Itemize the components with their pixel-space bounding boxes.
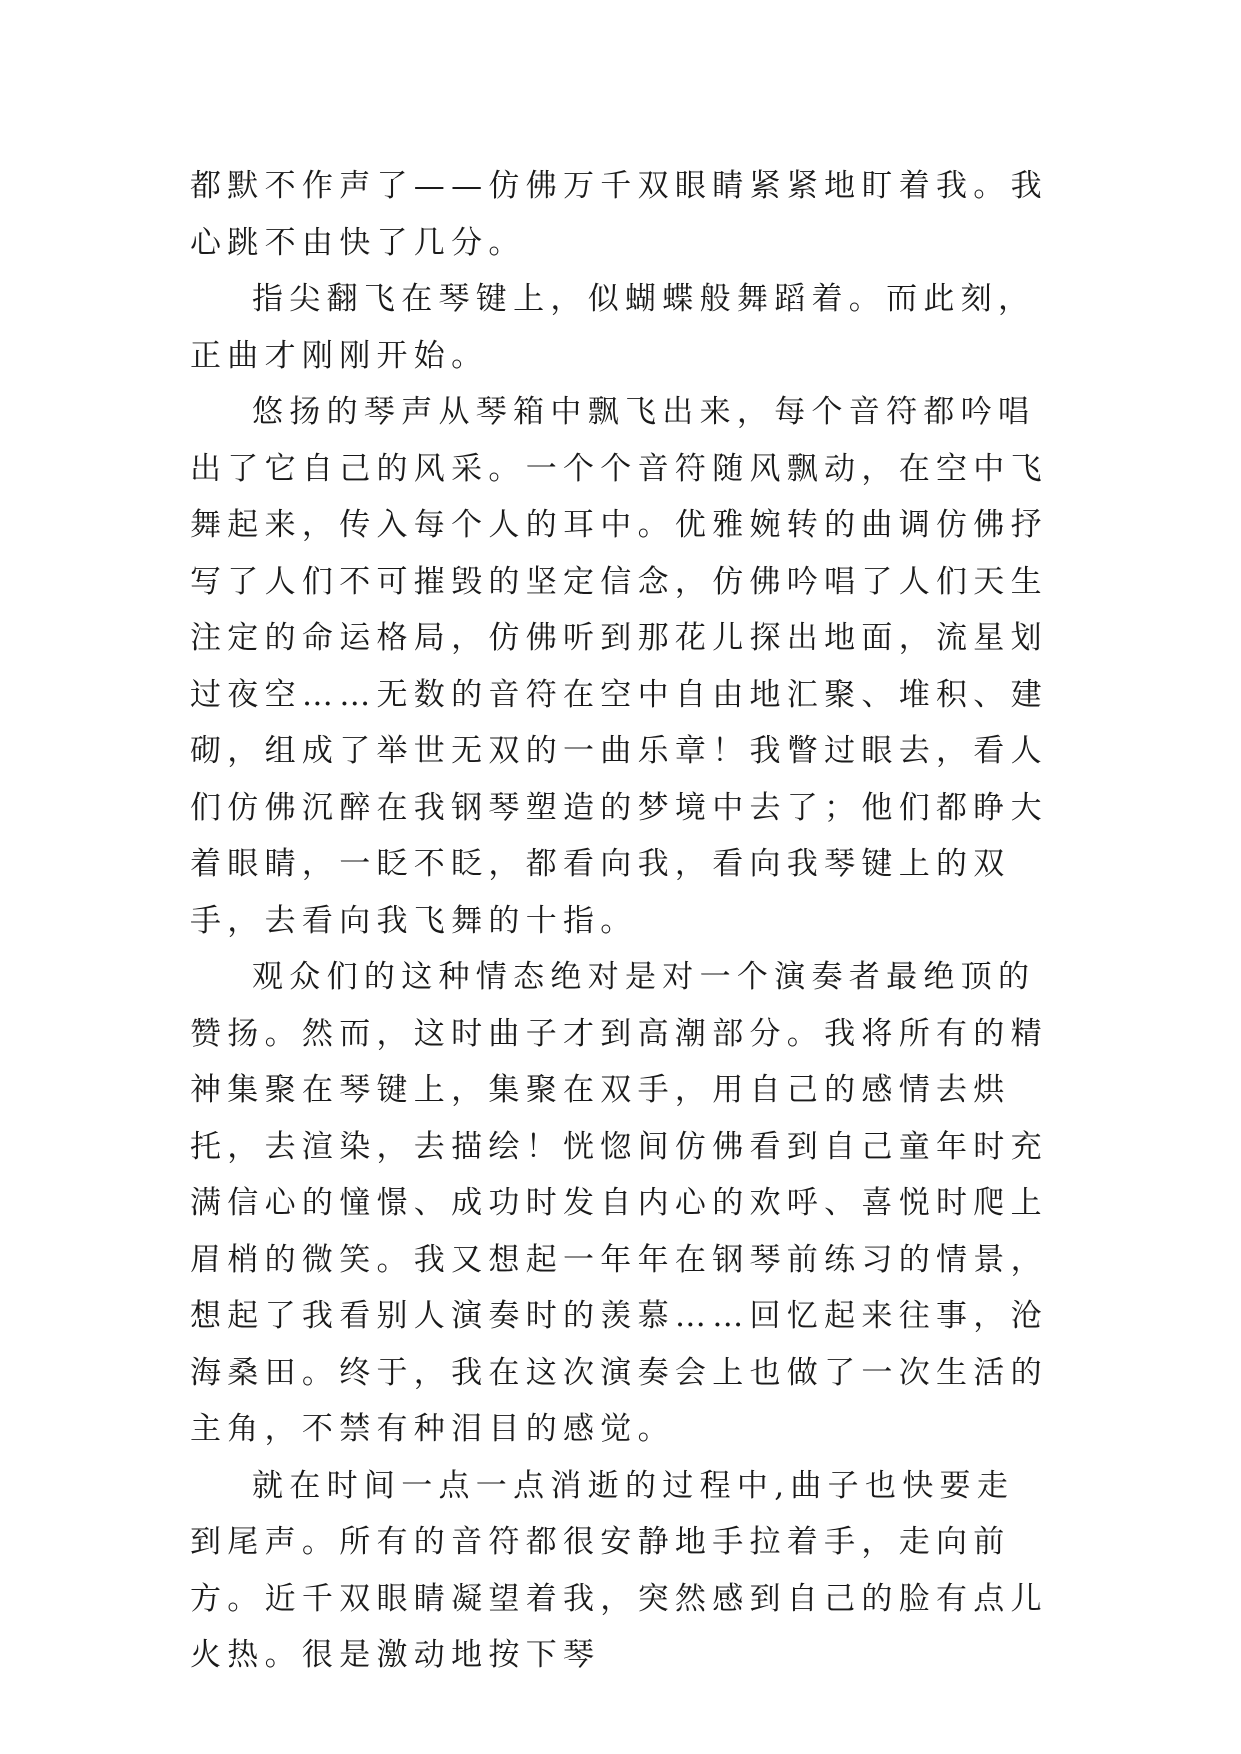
- paragraph-3: 悠扬的琴声从琴箱中飘飞出来，每个音符都吟唱出了它自己的风采。一个个音符随风飘动，在空中飞舞起来，传入每个人的耳中。优雅婉转的曲调仿佛抒写了人们不可摧毁的坚定信念，仿佛吟唱了人们天生注定的命运格局，仿佛听到那花儿探出地面，流星划过夜空……无数的音符在空中自由地汇聚、堆积、建砌，组成了举世无双的一曲乐章！我瞥过眼去，看人们仿佛沉醉在我钢琴塑造的梦境中去了；他们都睁大着眼睛，一眨不眨，都看向我，看向我琴键上的双手，去看向我飞舞的十指。: [190, 394, 1048, 939]
- paragraph-5: 就在时间一点一点消逝的过程中,曲子也快要走到尾声。所有的音符都很安静地手拉着手，走向前方。近千双眼睛凝望着我，突然感到自己的脸有点儿火热。很是激动地按下琴: [190, 1467, 1048, 1673]
- paragraph-2: 指尖翻飞在琴键上，似蝴蝶般舞蹈着。而此刻，正曲才刚刚开始。: [190, 281, 1036, 374]
- document-page: [190, 158, 1050, 1684]
- paragraph-1: 都默不作声了——仿佛万千双眼睛紧紧地盯着我。我心跳不由快了几分。: [190, 168, 1048, 261]
- paragraph-4: 观众们的这种情态绝对是对一个演奏者最绝顶的赞扬。然而，这时曲子才到高潮部分。我将所有的精神集聚在琴键上，集聚在双手，用自己的感情去烘托，去渲染，去描绘！恍惚间仿佛看到自己童年时充满信心的憧憬、成功时发自内心的欢呼、喜悦时爬上眉梢的微笑。我又想起一年年在钢琴前练习的情景，想起了我看别人演奏时的羡慕……回忆起来往事，沧海桑田。终于，我在这次演奏会上也做了一次生活的主角，不禁有种泪目的感觉。: [190, 959, 1048, 1447]
